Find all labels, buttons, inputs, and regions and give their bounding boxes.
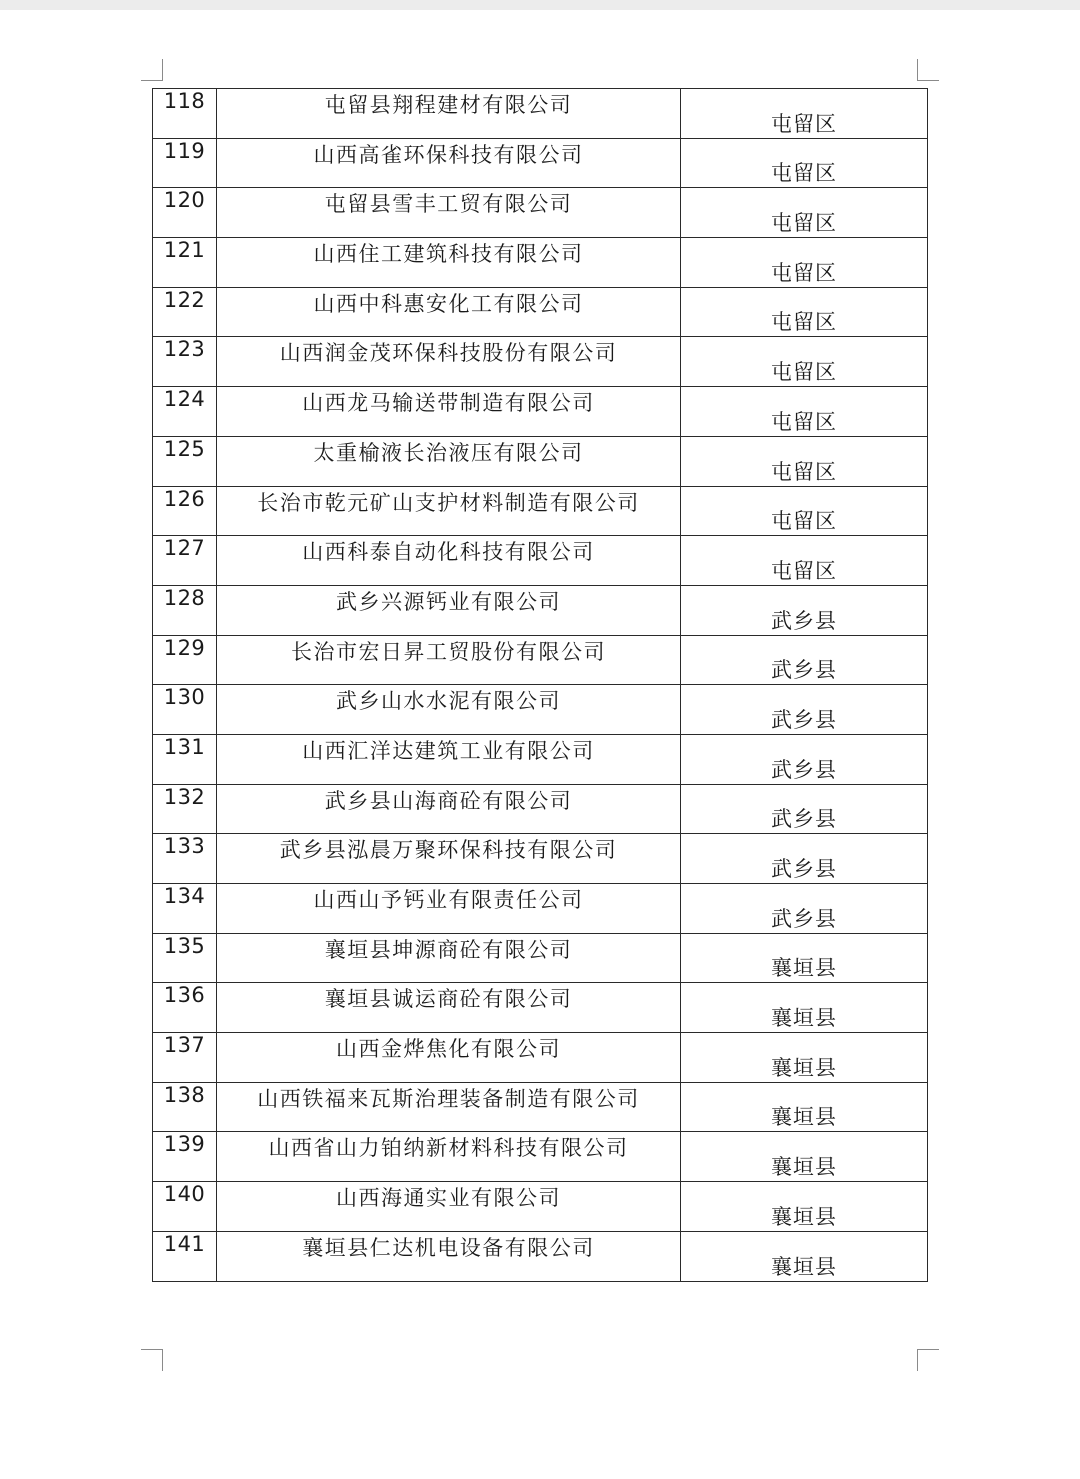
row-number: 126 xyxy=(153,486,217,536)
crop-mark-bottom-right xyxy=(917,1349,939,1371)
region: 屯留区 xyxy=(681,387,928,437)
region: 屯留区 xyxy=(681,188,928,238)
table-row xyxy=(153,486,928,536)
row-number: 121 xyxy=(153,238,217,288)
table-row xyxy=(153,287,928,337)
region: 襄垣县 xyxy=(681,1033,928,1083)
table-row xyxy=(153,337,928,387)
crop-mark-top-right xyxy=(917,59,939,81)
region: 武乡县 xyxy=(681,834,928,884)
table-row xyxy=(153,188,928,238)
row-number: 130 xyxy=(153,685,217,735)
table-row xyxy=(153,983,928,1033)
region: 武乡县 xyxy=(681,635,928,685)
region: 屯留区 xyxy=(681,287,928,337)
company-name: 长治市乾元矿山支护材料制造有限公司 xyxy=(217,486,681,536)
company-name: 屯留县翔程建材有限公司 xyxy=(217,89,681,139)
row-number: 138 xyxy=(153,1082,217,1132)
row-number: 134 xyxy=(153,884,217,934)
table-row xyxy=(153,1231,928,1281)
region: 襄垣县 xyxy=(681,1231,928,1281)
company-name: 屯留县雪丰工贸有限公司 xyxy=(217,188,681,238)
table-row xyxy=(153,1132,928,1182)
table-row xyxy=(153,884,928,934)
row-number: 122 xyxy=(153,287,217,337)
row-number: 139 xyxy=(153,1132,217,1182)
row-number: 136 xyxy=(153,983,217,1033)
company-name: 襄垣县仁达机电设备有限公司 xyxy=(217,1231,681,1281)
region: 屯留区 xyxy=(681,536,928,586)
table-row xyxy=(153,436,928,486)
table-body xyxy=(153,89,928,1282)
row-number: 132 xyxy=(153,784,217,834)
company-name: 山西省山力铂纳新材料科技有限公司 xyxy=(217,1132,681,1182)
table-row xyxy=(153,89,928,139)
region: 武乡县 xyxy=(681,884,928,934)
row-number: 133 xyxy=(153,834,217,884)
region: 襄垣县 xyxy=(681,983,928,1033)
region: 武乡县 xyxy=(681,784,928,834)
table-row xyxy=(153,1182,928,1232)
viewer-top-bar xyxy=(0,0,1080,10)
row-number: 129 xyxy=(153,635,217,685)
table-row xyxy=(153,1033,928,1083)
region: 屯留区 xyxy=(681,238,928,288)
region: 屯留区 xyxy=(681,138,928,188)
table-row xyxy=(153,387,928,437)
table-row xyxy=(153,238,928,288)
row-number: 124 xyxy=(153,387,217,437)
row-number: 118 xyxy=(153,89,217,139)
region: 屯留区 xyxy=(681,436,928,486)
row-number: 127 xyxy=(153,536,217,586)
region: 屯留区 xyxy=(681,337,928,387)
company-table xyxy=(152,88,928,1282)
table-row xyxy=(153,734,928,784)
region: 武乡县 xyxy=(681,685,928,735)
row-number: 131 xyxy=(153,734,217,784)
row-number: 128 xyxy=(153,585,217,635)
company-name: 山西高雀环保科技有限公司 xyxy=(217,138,681,188)
region: 襄垣县 xyxy=(681,1132,928,1182)
table-row xyxy=(153,784,928,834)
company-name: 山西润金茂环保科技股份有限公司 xyxy=(217,337,681,387)
company-name: 山西住工建筑科技有限公司 xyxy=(217,238,681,288)
table-row xyxy=(153,635,928,685)
row-number: 125 xyxy=(153,436,217,486)
row-number: 141 xyxy=(153,1231,217,1281)
company-name: 襄垣县坤源商砼有限公司 xyxy=(217,933,681,983)
row-number: 119 xyxy=(153,138,217,188)
region: 屯留区 xyxy=(681,486,928,536)
row-number: 140 xyxy=(153,1182,217,1232)
table-row xyxy=(153,834,928,884)
company-name: 山西海通实业有限公司 xyxy=(217,1182,681,1232)
region: 屯留区 xyxy=(681,89,928,139)
company-name: 山西龙马输送带制造有限公司 xyxy=(217,387,681,437)
company-name: 武乡县山海商砼有限公司 xyxy=(217,784,681,834)
company-name: 山西金烨焦化有限公司 xyxy=(217,1033,681,1083)
row-number: 137 xyxy=(153,1033,217,1083)
row-number: 123 xyxy=(153,337,217,387)
region: 武乡县 xyxy=(681,734,928,784)
row-number: 135 xyxy=(153,933,217,983)
table-row xyxy=(153,685,928,735)
company-name: 长治市宏日昇工贸股份有限公司 xyxy=(217,635,681,685)
company-name: 太重榆液长治液压有限公司 xyxy=(217,436,681,486)
region: 襄垣县 xyxy=(681,933,928,983)
region: 襄垣县 xyxy=(681,1182,928,1232)
company-name: 襄垣县诚运商砼有限公司 xyxy=(217,983,681,1033)
region: 襄垣县 xyxy=(681,1082,928,1132)
row-number: 120 xyxy=(153,188,217,238)
company-name: 山西汇洋达建筑工业有限公司 xyxy=(217,734,681,784)
table-row xyxy=(153,933,928,983)
table-row xyxy=(153,585,928,635)
company-name: 山西中科惠安化工有限公司 xyxy=(217,287,681,337)
crop-mark-bottom-left xyxy=(141,1349,163,1371)
region: 武乡县 xyxy=(681,585,928,635)
company-name: 山西科泰自动化科技有限公司 xyxy=(217,536,681,586)
table-row xyxy=(153,138,928,188)
table-row xyxy=(153,1082,928,1132)
company-name: 山西山予钙业有限责任公司 xyxy=(217,884,681,934)
table-row xyxy=(153,536,928,586)
company-name: 武乡县泓晨万聚环保科技有限公司 xyxy=(217,834,681,884)
company-name: 武乡兴源钙业有限公司 xyxy=(217,585,681,635)
company-name: 武乡山水水泥有限公司 xyxy=(217,685,681,735)
crop-mark-top-left xyxy=(141,59,163,81)
company-name: 山西铁福来瓦斯治理装备制造有限公司 xyxy=(217,1082,681,1132)
